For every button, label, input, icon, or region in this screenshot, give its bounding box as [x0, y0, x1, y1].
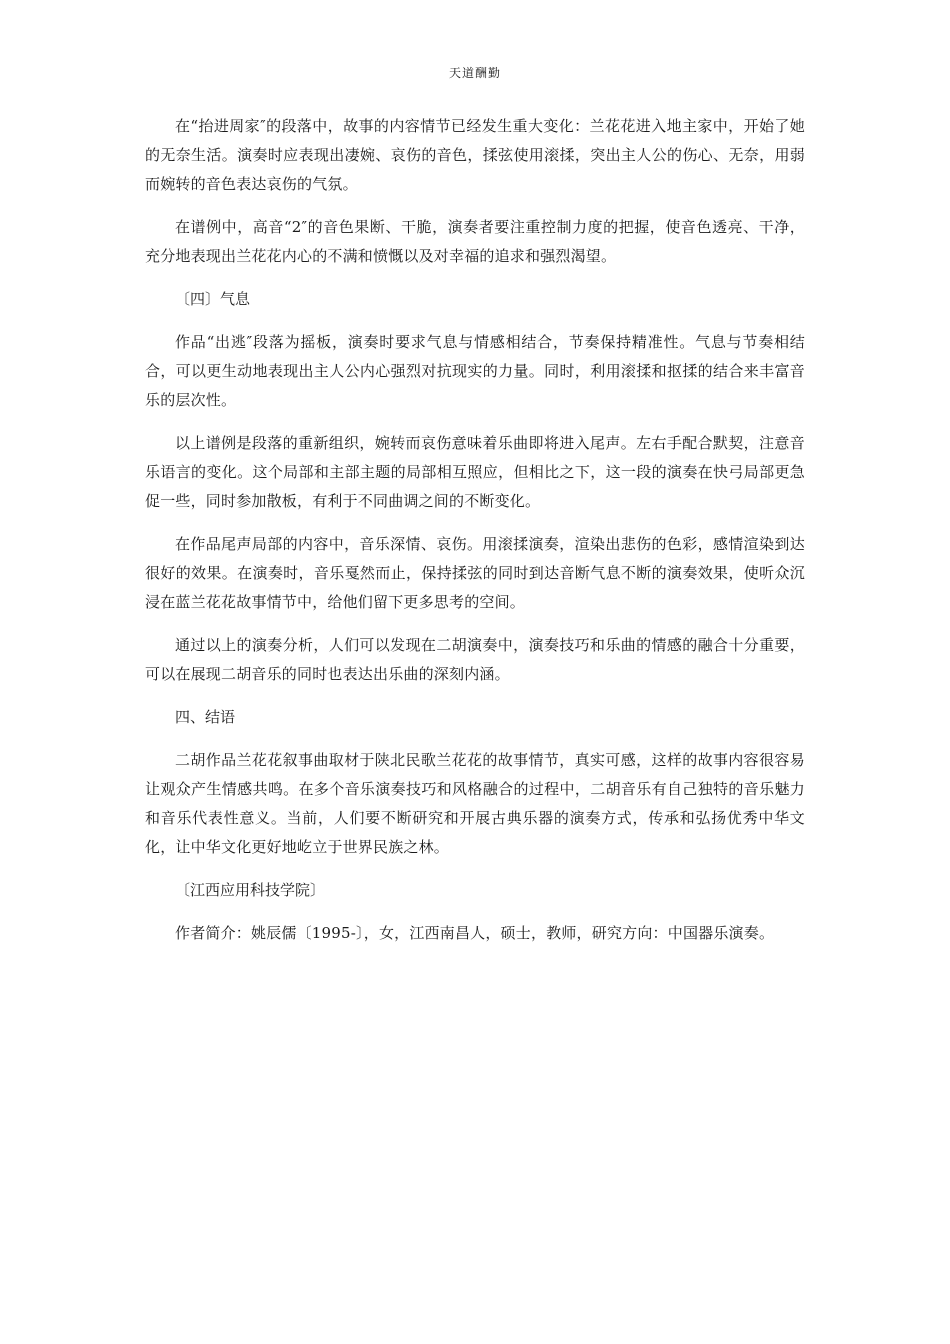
- section-heading-breath: 〔四〕气息: [175, 290, 251, 308]
- section-heading-conclusion: 四、结语: [175, 708, 236, 726]
- paragraph-analysis: 通过以上的演奏分析，人们可以发现在二胡演奏中，演奏技巧和乐曲的情感的融合十分重要，可以在展现二胡音乐的同时也表达出乐曲的深刻内涵。: [145, 636, 805, 683]
- paragraph-reorganization: 以上谱例是段落的重新组织，婉转而哀伤意味着乐曲即将进入尾声。左右手配合默契，注意音乐语言的变化。这个局部和主部主题的局部相互照应，但相比之下，这一段的演奏在快弓局部更急促一些，同时参加散板，有利于不同曲调之间的不断变化。: [145, 434, 805, 510]
- document-body: [145, 112, 805, 962]
- author-bio: 作者简介：姚辰儒〔1995-〕，女，江西南昌人，硕士，教师，研究方向：中国器乐演奏。: [175, 924, 775, 942]
- paragraph-high-note: 在谱例中，高音“2″的音色果断、干脆，演奏者要注重控制力度的把握，使音色透亮、干净，充分地表现出兰花花内心的不满和愤慨以及对幸福的追求和强烈渴望。: [145, 218, 805, 265]
- page-header: 天道酬勤: [448, 66, 501, 80]
- affiliation: 〔江西应用科技学院〕: [175, 881, 326, 899]
- paragraph-ending: 在作品尾声局部的内容中，音乐深情、哀伤。用滚揉演奏，渲染出悲伤的色彩，感情渲染到达很好的效果。在演奏时，音乐戛然而止，保持揉弦的同时到达音断气息不断的演奏效果，使听众沉浸在蓝兰花花故事情节中，给他们留下更多思考的空间。: [145, 535, 805, 611]
- paragraph-zhou-family: 在“抬进周家″的段落中，故事的内容情节已经发生重大变化：兰花花进入地主家中，开始了她的无奈生活。演奏时应表现出凄婉、哀伤的音色，揉弦使用滚揉，突出主人公的伤心、无奈，用弱而婉转的音色表达哀伤的气氛。: [145, 117, 805, 193]
- paragraph-escape: 作品“出逃″段落为摇板，演奏时要求气息与情感相结合，节奏保持精准性。气息与节奏相结合，可以更生动地表现出主人公内心强烈对抗现实的力量。同时，利用滚揉和抠揉的结合来丰富音乐的层次性。: [145, 333, 805, 409]
- paragraph-conclusion: 二胡作品兰花花叙事曲取材于陕北民歌兰花花的故事情节，真实可感，这样的故事内容很容易让观众产生情感共鸣。在多个音乐演奏技巧和风格融合的过程中，二胡音乐有自己独特的音乐魅力和音乐代表性意义。当前，人们要不断研究和开展古典乐器的演奏方式，传承和弘扬优秀中华文化，让中华文化更好地屹立于世界民族之林。: [145, 751, 805, 856]
